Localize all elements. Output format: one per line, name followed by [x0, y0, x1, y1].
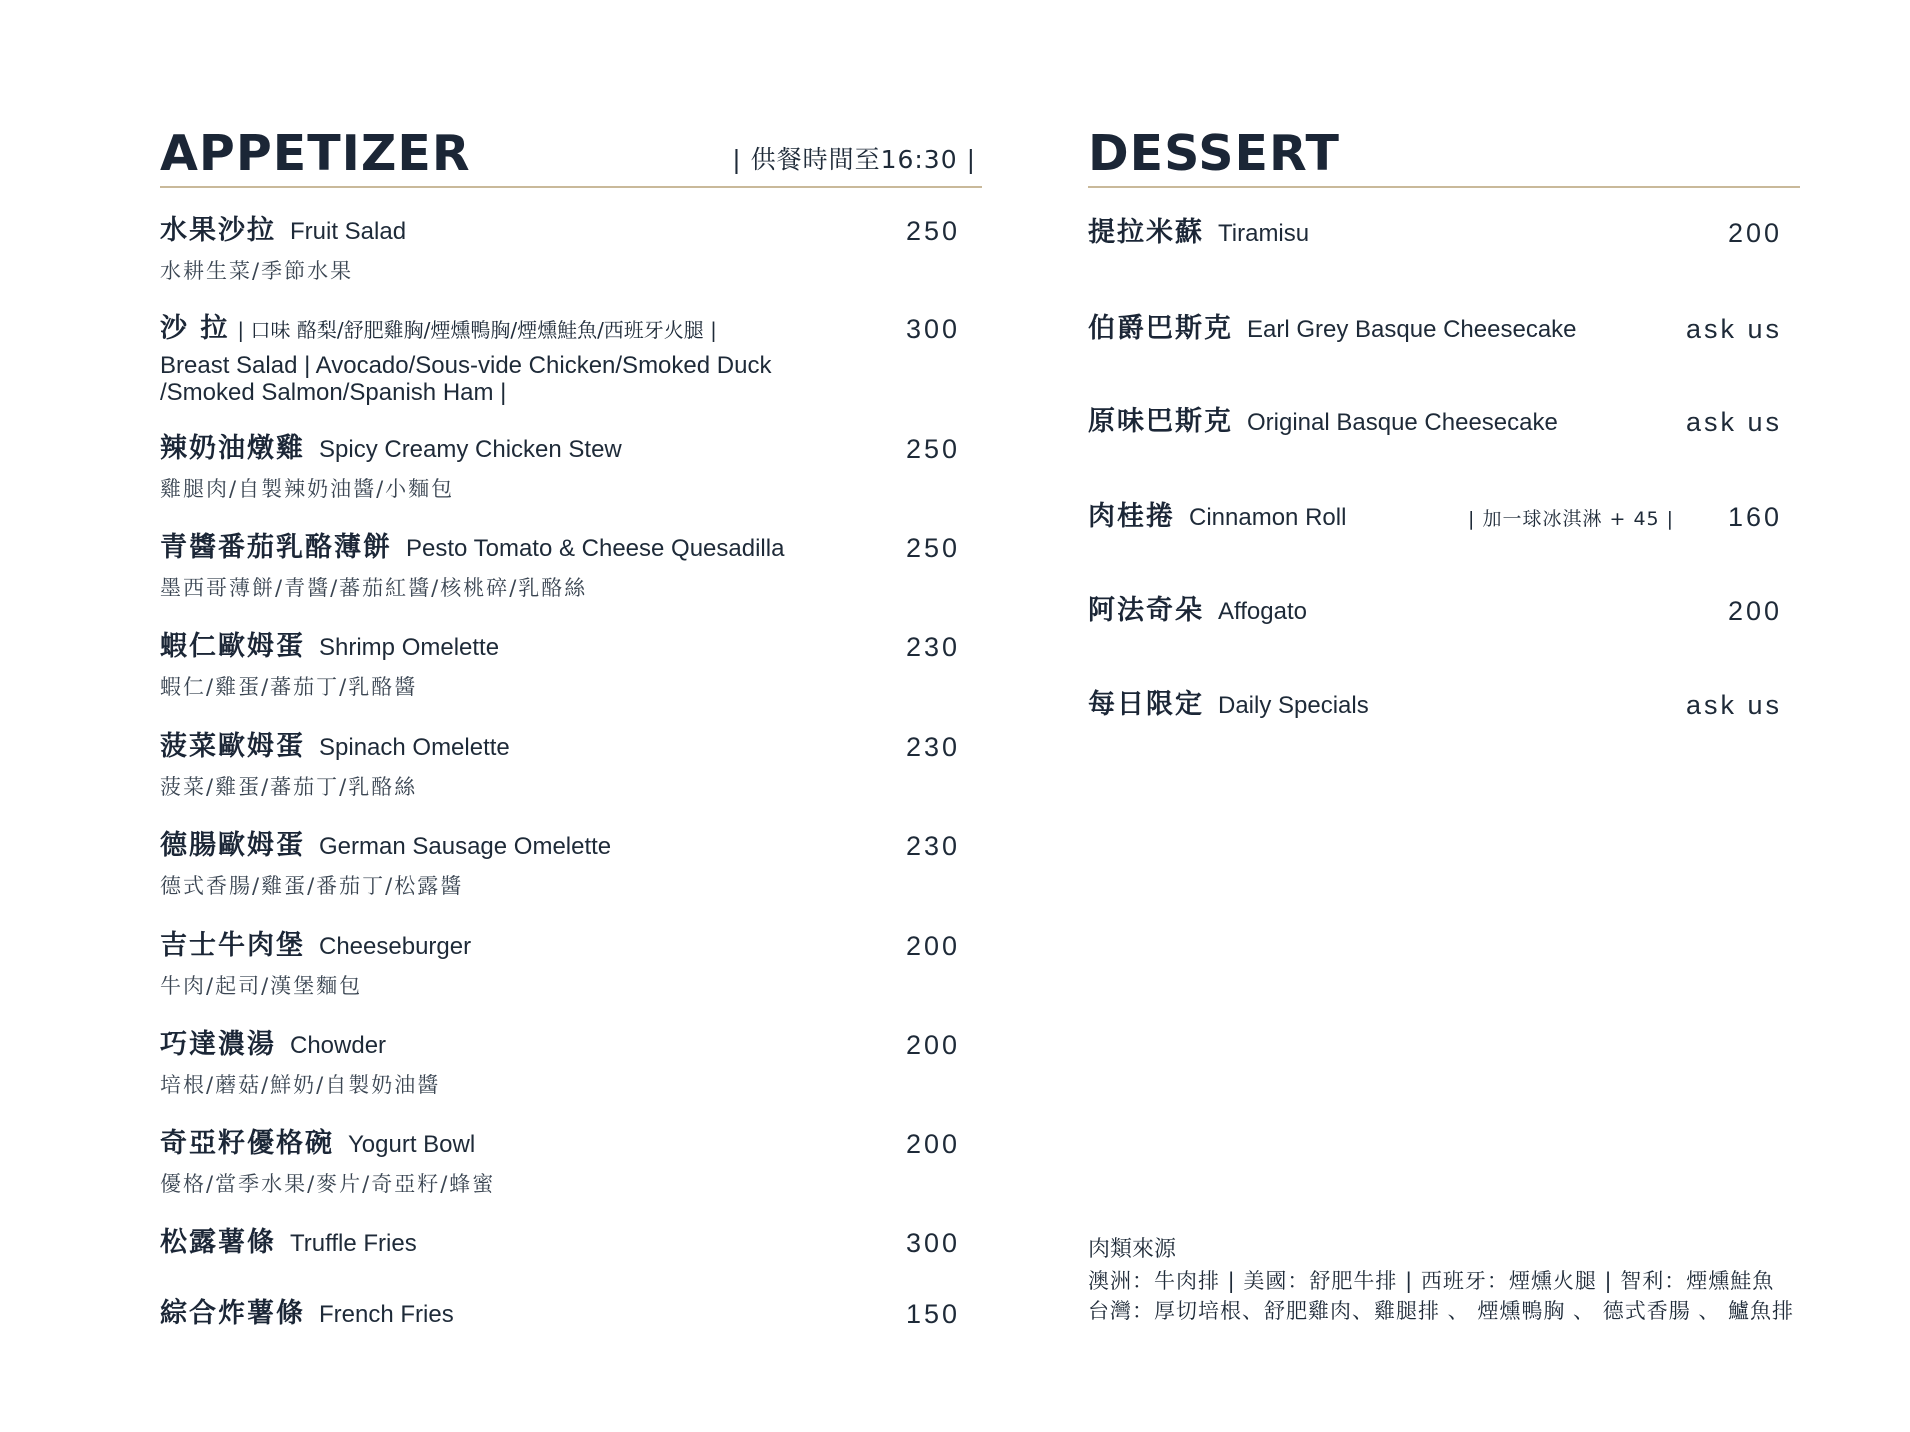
item-options-zh: | 口味 酪梨/舒肥雞胸/煙燻鴨胸/煙燻鮭魚/西班牙火腿 | — [237, 318, 717, 342]
item-name-zh: 菠菜歐姆蛋 — [160, 731, 305, 762]
item-name-zh: 綜合炸薯條 — [160, 1298, 305, 1329]
menu-item-tiramisu — [1088, 216, 1800, 256]
item-name-en: Earl Grey Basque Cheesecake — [1247, 316, 1577, 343]
meat-source-line-imported: 澳洲：牛肉排 | 美國：舒肥牛排 | 西班牙：煙燻火腿 | 智利：煙燻鮭魚 — [1088, 1269, 1775, 1293]
item-name-zh: 青醬番茄乳酪薄餅 — [160, 532, 392, 563]
item-description: 菠菜/雞蛋/蕃茄丁/乳酪絲 — [160, 775, 418, 799]
item-name-en: Spicy Creamy Chicken Stew — [319, 436, 622, 463]
item-name-en: Yogurt Bowl — [348, 1131, 476, 1158]
item-price: ask us — [1685, 690, 1782, 720]
item-name-en: German Sausage Omelette — [319, 833, 612, 860]
appetizer-divider — [160, 186, 982, 188]
item-price: 250 — [905, 533, 960, 563]
item-name-en: Shrimp Omelette — [319, 634, 500, 661]
item-name-zh: 原味巴斯克 — [1088, 406, 1233, 437]
item-price: 300 — [905, 314, 960, 344]
dessert-divider — [1088, 186, 1800, 188]
item-price: 250 — [905, 434, 960, 464]
item-name-en: Cinnamon Roll — [1189, 504, 1347, 531]
item-description: 雞腿肉/自製辣奶油醬/小麵包 — [160, 477, 455, 501]
item-name-en: Cheeseburger — [319, 933, 472, 960]
item-description: 培根/蘑菇/鮮奶/自製奶油醬 — [160, 1073, 441, 1097]
item-name-zh: 德腸歐姆蛋 — [160, 830, 305, 861]
dessert-header — [1088, 124, 1800, 184]
item-name-en: Spinach Omelette — [319, 734, 510, 761]
menu-item-affogato — [1088, 594, 1800, 634]
item-price: 200 — [905, 1129, 960, 1159]
item-price: ask us — [1685, 407, 1782, 437]
item-name-zh: 松露薯條 — [160, 1227, 276, 1258]
item-name-en: Tiramisu — [1218, 220, 1310, 247]
item-description: 優格/當季水果/麥片/奇亞籽/蜂蜜 — [160, 1172, 496, 1196]
appetizer-title: APPETIZER — [160, 125, 471, 182]
item-name-en: Pesto Tomato & Cheese Quesadilla — [406, 535, 785, 562]
item-options-en: Breast Salad | Avocado/Sous-vide Chicken/Smoked Duck /Smoked Salmon/Spanish Ham | — [160, 352, 772, 406]
item-description: 蝦仁/雞蛋/蕃茄丁/乳酪醬 — [160, 675, 418, 699]
item-name-zh: 肉桂捲 — [1088, 501, 1175, 532]
item-name-zh: 阿法奇朵 — [1088, 595, 1204, 626]
item-description: 牛肉/起司/漢堡麵包 — [160, 974, 363, 998]
item-name-en: French Fries — [319, 1301, 454, 1328]
menu-item-spinach-omelette — [160, 730, 982, 802]
service-time-note: | 供餐時間至16:30 | — [732, 145, 976, 174]
menu-item-shrimp-omelette — [160, 630, 982, 702]
item-name-en: Original Basque Cheesecake — [1247, 409, 1558, 436]
item-description: 德式香腸/雞蛋/番茄丁/松露醬 — [160, 874, 464, 898]
menu-item-cinnamon-roll — [1088, 500, 1800, 540]
item-name-zh: 辣奶油燉雞 — [160, 433, 305, 464]
item-price: 300 — [905, 1228, 960, 1258]
item-name-zh: 蝦仁歐姆蛋 — [160, 631, 305, 662]
item-description: 墨西哥薄餅/青醬/蕃茄紅醬/核桃碎/乳酪絲 — [160, 576, 588, 600]
menu-item-earl-grey-basque — [1088, 312, 1800, 352]
item-price: 200 — [905, 1030, 960, 1060]
item-name-zh: 提拉米蘇 — [1088, 217, 1204, 248]
item-price: 160 — [1727, 502, 1782, 532]
meat-source-note — [1088, 1234, 1848, 1326]
menu-item-sausage-omelette — [160, 829, 982, 901]
menu-item-salad — [160, 312, 982, 406]
menu-item-yogurt-bowl — [160, 1127, 982, 1199]
item-name-en: Affogato — [1218, 598, 1307, 625]
menu-item-fruit-salad — [160, 214, 982, 286]
menu-item-cheeseburger — [160, 929, 982, 1001]
menu-item-original-basque — [1088, 405, 1800, 445]
item-name-en: Daily Specials — [1218, 692, 1369, 719]
item-price: 250 — [905, 216, 960, 246]
item-name-en: Fruit Salad — [290, 218, 407, 245]
menu-item-truffle-fries — [160, 1226, 982, 1264]
item-name-zh: 巧達濃湯 — [160, 1029, 276, 1060]
item-name-zh: 沙 拉 — [160, 313, 230, 344]
meat-source-line-taiwan: 台灣：厚切培根、舒肥雞肉、雞腿排 、 煙燻鴨胸 、 德式香腸 、 鱸魚排 — [1088, 1299, 1795, 1323]
menu-item-chowder — [160, 1028, 982, 1100]
meat-source-title: 肉類來源 — [1088, 1237, 1177, 1262]
menu-item-daily-specials — [1088, 688, 1800, 728]
menu-item-quesadilla — [160, 531, 982, 603]
item-price: 200 — [1727, 596, 1782, 626]
menu-item-french-fries — [160, 1297, 982, 1335]
item-name-zh: 吉士牛肉堡 — [160, 930, 305, 961]
item-name-zh: 伯爵巴斯克 — [1088, 313, 1233, 344]
item-price: 200 — [905, 931, 960, 961]
item-description: 水耕生菜/季節水果 — [160, 259, 354, 283]
menu-item-chicken-stew — [160, 432, 982, 504]
item-name-zh: 水果沙拉 — [160, 215, 276, 246]
item-name-zh: 每日限定 — [1088, 689, 1204, 720]
item-price: ask us — [1685, 314, 1782, 344]
appetizer-header — [160, 124, 982, 184]
item-price: 230 — [905, 732, 960, 762]
item-price: 200 — [1727, 218, 1782, 248]
dessert-title: DESSERT — [1088, 125, 1340, 182]
item-price: 230 — [905, 831, 960, 861]
item-price: 230 — [905, 632, 960, 662]
item-name-zh: 奇亞籽優格碗 — [160, 1128, 334, 1159]
item-name-en: Truffle Fries — [290, 1230, 417, 1257]
ice-cream-addon-note: | 加一球冰淇淋 + 45 | — [1468, 508, 1675, 530]
item-price: 150 — [905, 1299, 960, 1329]
item-name-en: Chowder — [290, 1032, 387, 1059]
